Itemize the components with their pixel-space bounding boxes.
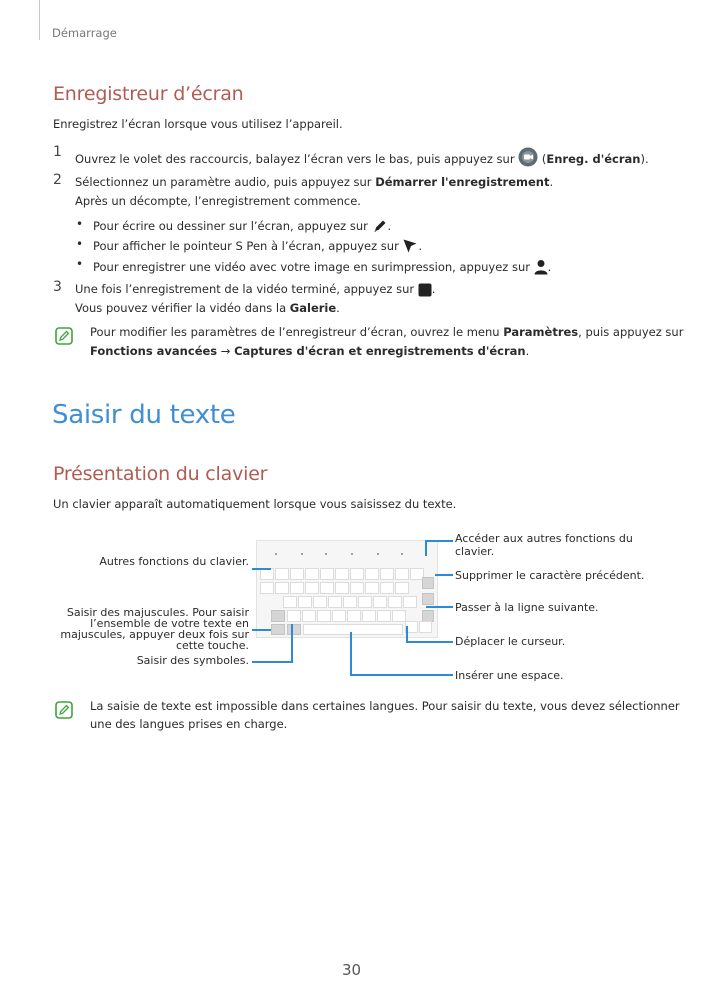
callout-line-symbols-h <box>252 661 293 663</box>
label-delete: Supprimer le caractère précédent. <box>455 569 645 582</box>
step-number-2: 2 <box>53 172 62 188</box>
label-caps-l2: l’ensemble de votre texte en <box>90 617 249 630</box>
note-1-l1-before: Pour modifier les paramètres de l’enregistreur d’écran, ouvrez le menu <box>90 325 500 339</box>
pointer-icon <box>402 238 418 258</box>
key[interactable] <box>305 582 319 594</box>
key[interactable] <box>373 596 387 608</box>
space-key[interactable] <box>303 624 403 635</box>
callout-line-cursor-h <box>406 641 453 643</box>
bullet-3 <box>93 259 551 279</box>
header-rule <box>39 0 40 40</box>
label-cursor: Déplacer le curseur. <box>455 635 566 648</box>
key[interactable] <box>298 596 312 608</box>
label-caps-l3: majuscules, appuyer deux fois sur <box>60 628 249 641</box>
bullet-3-end: . <box>547 260 552 274</box>
step-3-text <box>75 282 435 301</box>
step-number-3: 3 <box>53 279 62 295</box>
key[interactable] <box>302 610 316 622</box>
step-3-after: . <box>431 282 436 296</box>
person-icon <box>534 259 548 279</box>
note-2-line1: La saisie de texte est impossible dans certaines langues. Pour saisir du texte, vous devez sélectionner <box>90 699 680 713</box>
screen-recorder-intro: Enregistrez l’écran lorsque vous utilisez l’appareil. <box>53 117 343 131</box>
key[interactable] <box>365 582 379 594</box>
cursor-right-key[interactable] <box>419 621 432 633</box>
note-1-l1-bold: Paramètres <box>503 325 579 339</box>
toolbar-dot-5 <box>377 553 379 555</box>
step-1-before: Ouvrez le volet des raccourcis, balayez l’écran vers le bas, puis appuyez sur <box>75 152 515 166</box>
section-title-screen-recorder: Enregistreur d’écran <box>53 83 244 105</box>
callout-line-other-functions <box>252 568 271 570</box>
label-other-functions: Autres fonctions du clavier. <box>99 555 249 568</box>
key[interactable] <box>290 568 304 580</box>
key[interactable] <box>395 582 409 594</box>
keyboard-illustration <box>256 540 438 638</box>
key[interactable] <box>365 568 379 580</box>
toolbar-dot-3 <box>325 553 327 555</box>
bullet-1-text: Pour écrire ou dessiner sur l’écran, appuyez sur <box>93 219 368 233</box>
key[interactable] <box>403 596 417 608</box>
key[interactable] <box>347 610 361 622</box>
step-2-line2: Après un décompte, l’enregistrement commence. <box>75 194 361 208</box>
label-space: Insérer une espace. <box>455 669 564 682</box>
step-3-before: Une fois l’enregistrement de la vidéo terminé, appuyez sur <box>75 282 415 296</box>
step-number-1: 1 <box>53 144 62 160</box>
step-2-text <box>75 175 553 190</box>
backspace-key[interactable] <box>422 577 434 589</box>
bullet-2-text: Pour afficher le pointeur S Pen à l’écran, appuyez sur <box>93 239 399 253</box>
key[interactable] <box>290 582 304 594</box>
running-header: Démarrage <box>52 26 117 40</box>
keyboard-intro: Un clavier apparaît automatiquement lorsque vous saisissez du texte. <box>53 497 457 511</box>
key[interactable] <box>317 610 331 622</box>
label-access-l2: clavier. <box>455 545 495 558</box>
stop-icon <box>418 283 432 301</box>
key[interactable] <box>358 596 372 608</box>
note-1-line1 <box>90 325 683 340</box>
note-1-l1-after: , puis appuyez sur <box>578 325 684 339</box>
toolbar-dot-1 <box>275 553 277 555</box>
key[interactable] <box>335 582 349 594</box>
key[interactable] <box>392 610 406 622</box>
note-1-l2-after: . <box>525 344 530 358</box>
toolbar-dot-4 <box>351 553 353 555</box>
bullet-2-end: . <box>418 239 423 253</box>
bullet-2 <box>93 238 422 258</box>
callout-line-space-h <box>350 674 453 676</box>
bullet-3-text: Pour enregistrer une vidéo avec votre image en surimpression, appuyez sur <box>93 260 530 274</box>
step-1-bold: Enreg. d'écran <box>546 152 641 166</box>
key[interactable] <box>377 610 391 622</box>
toolbar-dot-2 <box>301 553 303 555</box>
screen-recorder-icon <box>518 147 538 171</box>
bullet-dot-2: • <box>76 237 84 251</box>
key[interactable] <box>343 596 357 608</box>
step-3-line2 <box>75 301 340 316</box>
note-1-line2 <box>90 344 529 359</box>
callout-line-space-v <box>350 632 352 676</box>
callout-line-cursor-v <box>406 626 408 643</box>
label-access-l1: Accéder aux autres fonctions du <box>455 532 633 545</box>
step-1-text <box>75 147 649 171</box>
callout-line-delete <box>435 574 453 576</box>
key[interactable] <box>328 596 342 608</box>
key[interactable] <box>313 596 327 608</box>
label-caps-l4: cette touche. <box>175 639 249 652</box>
callout-line-symbols-v <box>291 624 293 663</box>
step-2-after: . <box>549 175 554 189</box>
bullet-1-end: . <box>387 219 392 233</box>
key[interactable] <box>388 596 402 608</box>
key[interactable] <box>320 582 334 594</box>
note-2-line2: une des langues prises en charge. <box>90 717 288 731</box>
key[interactable] <box>283 596 297 608</box>
key[interactable] <box>350 582 364 594</box>
section-title-keyboard: Présentation du clavier <box>53 463 268 485</box>
key[interactable] <box>332 610 346 622</box>
note-icon <box>55 701 73 719</box>
note-icon <box>55 327 73 345</box>
enter-key[interactable] <box>422 593 434 605</box>
note-1-l2-bold1: Fonctions avancées <box>90 344 218 358</box>
step-3-line2-bold: Galerie <box>289 301 337 315</box>
key[interactable] <box>320 568 334 580</box>
step-3-line2-before: Vous pouvez vérifier la vidéo dans la <box>75 301 287 315</box>
bullet-dot-1: • <box>76 217 84 231</box>
step-2-before: Sélectionnez un paramètre audio, puis appuyez sur <box>75 175 372 189</box>
label-symbols: Saisir des symboles. <box>136 654 249 667</box>
callout-line-access <box>425 540 453 542</box>
note-1-l2-arrow: → <box>220 344 231 358</box>
key[interactable] <box>275 582 289 594</box>
step-3-line2-after: . <box>336 301 340 315</box>
callout-line-newline <box>426 606 453 608</box>
key[interactable] <box>260 582 274 594</box>
step-1-after: ). <box>640 152 649 166</box>
key[interactable] <box>305 568 319 580</box>
key[interactable] <box>395 568 409 580</box>
label-newline: Passer à la ligne suivante. <box>455 601 599 614</box>
key[interactable] <box>380 568 394 580</box>
pen-icon <box>372 218 388 238</box>
chapter-title-text-input: Saisir du texte <box>52 400 236 430</box>
shift-key[interactable] <box>271 610 285 622</box>
key[interactable] <box>362 610 376 622</box>
bullet-1 <box>93 218 391 238</box>
key[interactable] <box>335 568 349 580</box>
callout-line-caps <box>252 629 271 631</box>
key[interactable] <box>350 568 364 580</box>
step-2-bold: Démarrer l'enregistrement <box>375 175 550 189</box>
key[interactable] <box>287 624 301 635</box>
step-1-paren: ( <box>541 152 547 166</box>
note-1-l2-bold2: Captures d'écran et enregistrements d'écran <box>234 344 526 358</box>
bullet-dot-3: • <box>76 257 84 271</box>
key[interactable] <box>287 610 301 622</box>
callout-line-access-v <box>425 540 427 556</box>
page-number: 30 <box>341 961 362 979</box>
toolbar-dot-6 <box>401 553 403 555</box>
key[interactable] <box>380 582 394 594</box>
key[interactable] <box>275 568 289 580</box>
label-caps-l1: Saisir des majuscules. Pour saisir <box>66 606 249 619</box>
symbols-key[interactable] <box>271 624 285 635</box>
